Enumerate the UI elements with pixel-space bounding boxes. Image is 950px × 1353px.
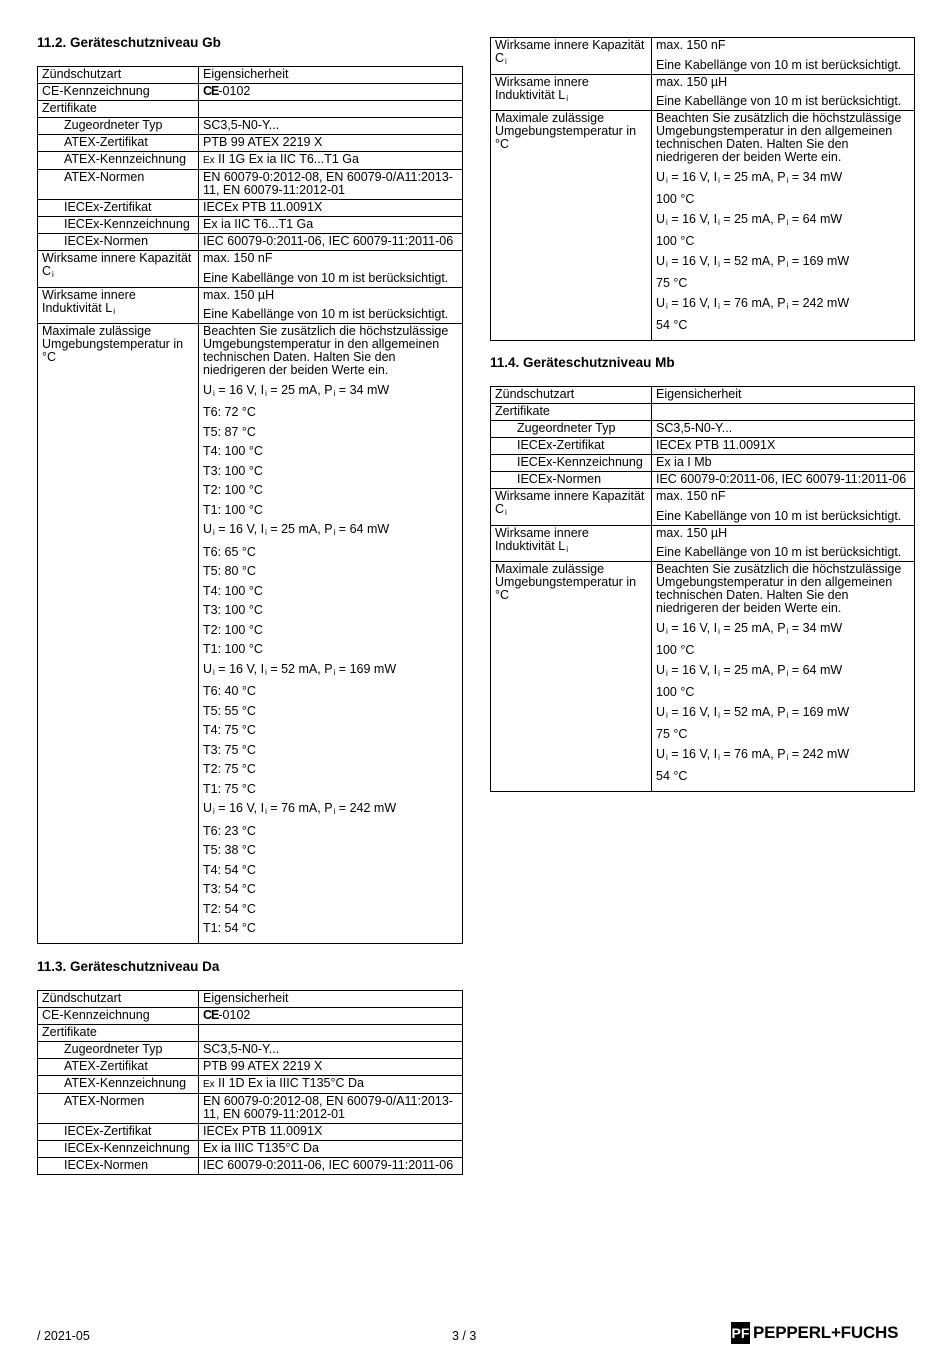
- temperature-value: T3: 54 °C: [203, 882, 256, 896]
- symbol: P: [324, 382, 333, 397]
- row-value: PTB 99 ATEX 2219 X: [199, 1059, 463, 1076]
- row-label: Zugeordneter Typ: [38, 118, 199, 135]
- table-row: [38, 200, 463, 217]
- footer-page-number: 3 / 3: [452, 1329, 477, 1343]
- row-label: Wirksame innere Induktivität Li: [491, 525, 652, 562]
- table-row: [38, 1076, 463, 1094]
- table-row: [491, 387, 915, 404]
- temperature-value: T1: 75 °C: [203, 781, 256, 796]
- temperature-value: 75 °C: [656, 727, 688, 741]
- power-value: 169 mW: [802, 704, 850, 719]
- symbol: P: [324, 661, 333, 676]
- power-condition: Ui = 16 V, Ii = 52 mA, Pi = 169 mW: [656, 704, 850, 720]
- power-value: 52 mA: [734, 253, 771, 268]
- row-value: PTB 99 ATEX 2219 X: [199, 135, 463, 152]
- row-label: ATEX-Normen: [38, 1094, 199, 1124]
- table-row: [491, 525, 915, 562]
- symbol: P: [777, 662, 786, 677]
- table-row: [38, 84, 463, 101]
- symbol: P: [777, 746, 786, 761]
- power-value: 16 V: [229, 801, 254, 815]
- row-label: IECEx-Normen: [491, 472, 652, 489]
- symbol: I: [713, 746, 718, 761]
- symbol: U: [203, 801, 213, 815]
- row-label: IECEx-Zertifikat: [491, 438, 652, 455]
- row-value: Eigensicherheit: [199, 67, 463, 84]
- right-column: [490, 37, 915, 792]
- row-label: IECEx-Kennzeichnung: [38, 1141, 199, 1158]
- symbol: I: [713, 620, 718, 635]
- temp-cell: [652, 562, 915, 792]
- temp-cell: [652, 111, 915, 341]
- power-value: 16 V: [682, 704, 707, 719]
- row-value: max. 150 µH Eine Kabellänge von 10 m ist berücksichtigt.: [652, 74, 915, 111]
- temperature-value: 54 °C: [656, 769, 688, 783]
- symbol: I: [713, 295, 718, 310]
- power-value: 52 mA: [734, 704, 771, 719]
- symbol: I: [713, 169, 718, 184]
- table-row: [491, 438, 915, 455]
- temperature-value: T6: 40 °C: [203, 684, 256, 698]
- power-value: 34 mW: [349, 382, 390, 397]
- row-label: IECEx-Kennzeichnung: [491, 455, 652, 472]
- row-value: max. 150 µH Eine Kabellänge von 10 m ist berücksichtigt.: [199, 287, 463, 324]
- row-label: Zugeordneter Typ: [38, 1042, 199, 1059]
- row-value: EN 60079-0:2012-08, EN 60079-0/A11:2013-11, EN 60079-11:2012-01: [199, 170, 463, 200]
- temperature-value: 54 °C: [656, 318, 688, 332]
- temperature-value: T4: 54 °C: [203, 862, 256, 877]
- temperature-value: T5: 38 °C: [203, 843, 256, 857]
- symbol: P: [777, 253, 786, 268]
- power-value: 76 mA: [281, 801, 318, 815]
- logo-wordmark: PEPPERL+FUCHS: [753, 1323, 899, 1342]
- row-label: ATEX-Normen: [38, 170, 199, 200]
- symbol: I: [260, 661, 265, 676]
- temperature-value: T2: 75 °C: [203, 762, 256, 776]
- power-value: 16 V: [682, 746, 707, 761]
- power-value: 16 V: [682, 295, 707, 310]
- table-row: [38, 234, 463, 251]
- row-label: Zertifikate: [491, 404, 652, 421]
- row-value: IEC 60079-0:2011-06, IEC 60079-11:2011-06: [199, 1158, 463, 1175]
- temperature-value: T2: 100 °C: [203, 622, 263, 637]
- power-value: 25 mA: [734, 211, 771, 226]
- table-row: [38, 1025, 463, 1042]
- row-label: ATEX-Zertifikat: [38, 135, 199, 152]
- temp-cell: [199, 324, 463, 944]
- power-value: 52 mA: [281, 661, 318, 676]
- temperature-value: T1: 100 °C: [203, 502, 263, 517]
- row-label: Wirksame innere Induktivität Li: [38, 287, 199, 324]
- symbol: U: [203, 522, 213, 536]
- temperature-value: T2: 100 °C: [203, 483, 263, 497]
- power-value: 16 V: [682, 662, 707, 677]
- table-row: [38, 324, 463, 944]
- row-value: Eigensicherheit: [652, 387, 915, 404]
- temperature-value: 100 °C: [656, 643, 695, 657]
- table-row: [491, 562, 915, 792]
- symbol: U: [656, 295, 666, 310]
- temperature-value: T3: 75 °C: [203, 742, 256, 757]
- power-value: 242 mW: [349, 801, 397, 815]
- table-row: [491, 111, 915, 341]
- row-value: Eigensicherheit: [199, 991, 463, 1008]
- temperature-value: T6: 23 °C: [203, 823, 256, 838]
- symbol: I: [260, 801, 265, 815]
- symbol: U: [656, 211, 666, 226]
- table-row: [38, 1008, 463, 1025]
- row-value: Ex II 1G Ex ia IIC T6...T1 Ga: [199, 152, 463, 170]
- row-label: Zertifikate: [38, 1025, 199, 1042]
- temperature-value: T3: 100 °C: [203, 603, 263, 617]
- row-value: max. 150 µH Eine Kabellänge von 10 m ist berücksichtigt.: [652, 525, 915, 562]
- table-row: [491, 455, 915, 472]
- temperature-value: T4: 75 °C: [203, 723, 256, 737]
- temperature-value: 100 °C: [656, 234, 695, 248]
- left-column: [37, 34, 463, 1175]
- symbol: P: [777, 169, 786, 184]
- power-value: 34 mW: [802, 169, 843, 184]
- power-value: 16 V: [229, 661, 254, 676]
- power-condition: Ui = 16 V, Ii = 25 mA, Pi = 34 mW: [656, 620, 843, 636]
- table-row: [38, 118, 463, 135]
- table-row: [491, 472, 915, 489]
- temp-intro: Beachten Sie zusätzlich die höchstzulässige Umgebungstemperatur in den allgemeinen technischen Daten. Halten Sie den niedrigeren der beiden Werte ein.: [656, 111, 902, 164]
- table-row: [491, 404, 915, 421]
- power-condition: Ui = 16 V, Ii = 25 mA, Pi = 34 mW: [656, 169, 843, 185]
- table-row: [491, 489, 915, 526]
- row-label: IECEx-Normen: [38, 1158, 199, 1175]
- symbol: U: [203, 661, 213, 676]
- temperature-value: 100 °C: [656, 192, 695, 206]
- power-value: 16 V: [682, 169, 707, 184]
- row-value: SC3,5-N0-Y...: [652, 421, 915, 438]
- row-value: IECEx PTB 11.0091X: [199, 200, 463, 217]
- symbol: P: [324, 522, 333, 536]
- row-value: IEC 60079-0:2011-06, IEC 60079-11:2011-06: [199, 234, 463, 251]
- row-label: Zündschutzart: [38, 991, 199, 1008]
- power-value: 64 mW: [349, 522, 390, 536]
- row-value: IECEx PTB 11.0091X: [652, 438, 915, 455]
- power-value: 169 mW: [802, 253, 850, 268]
- row-label: ATEX-Zertifikat: [38, 1059, 199, 1076]
- symbol: P: [324, 801, 333, 815]
- row-value: Ex ia IIC T6...T1 Ga: [199, 217, 463, 234]
- table-da: [37, 990, 463, 1175]
- footer-date: / 2021-05: [37, 1329, 90, 1343]
- table-row: [38, 251, 463, 288]
- temperature-value: T5: 80 °C: [203, 564, 256, 578]
- power-value: 76 mA: [734, 746, 771, 761]
- row-label: Wirksame innere Kapazität Ci: [491, 489, 652, 526]
- power-value: 242 mW: [802, 295, 850, 310]
- power-value: 242 mW: [802, 746, 850, 761]
- power-value: 76 mA: [734, 295, 771, 310]
- temperature-value: T4: 100 °C: [203, 444, 263, 458]
- power-value: 25 mA: [734, 169, 771, 184]
- power-condition: Ui = 16 V, Ii = 25 mA, Pi = 64 mW: [656, 662, 843, 678]
- power-condition: Ui = 16 V, Ii = 25 mA, Pi = 64 mW: [203, 522, 390, 537]
- row-label: IECEx-Zertifikat: [38, 200, 199, 217]
- temp-intro: Beachten Sie zusätzlich die höchstzulässige Umgebungstemperatur in den allgemeinen technischen Daten. Halten Sie den niedrigeren der beiden Werte ein.: [203, 324, 449, 377]
- temperature-value: 75 °C: [656, 276, 688, 290]
- row-label: CE-Kennzeichnung: [38, 1008, 199, 1025]
- row-value: IEC 60079-0:2011-06, IEC 60079-11:2011-06: [652, 472, 915, 489]
- symbol: I: [260, 382, 265, 397]
- row-label: Zündschutzart: [491, 387, 652, 404]
- symbol: U: [656, 169, 666, 184]
- symbol: U: [656, 704, 666, 719]
- table-row: [38, 170, 463, 200]
- row-label: ATEX-Kennzeichnung: [38, 152, 199, 170]
- power-condition: Ui = 16 V, Ii = 25 mA, Pi = 34 mW: [203, 382, 390, 398]
- row-label: ATEX-Kennzeichnung: [38, 1076, 199, 1094]
- symbol: U: [656, 253, 666, 268]
- table-row: [38, 152, 463, 170]
- row-value: Ex II 1D Ex ia IIIC T135°C Da: [199, 1076, 463, 1094]
- row-label: Zugeordneter Typ: [491, 421, 652, 438]
- power-value: 16 V: [682, 620, 707, 635]
- row-label: Maximale zulässige Umgebungstemperatur in °C: [491, 562, 652, 792]
- power-value: 16 V: [229, 382, 254, 397]
- row-value: IECEx PTB 11.0091X: [199, 1124, 463, 1141]
- table-row: [38, 135, 463, 152]
- ex-hexagon-icon: Ex: [203, 155, 215, 166]
- temperature-value: T6: 65 °C: [203, 544, 256, 559]
- temperature-value: T3: 100 °C: [203, 463, 263, 478]
- power-value: 25 mA: [281, 382, 318, 397]
- temperature-value: T5: 55 °C: [203, 703, 256, 718]
- table-row: [491, 74, 915, 111]
- section-title-mb: 11.4. Geräteschutzniveau Mb: [490, 355, 675, 370]
- row-value: Ex ia I Mb: [652, 455, 915, 472]
- power-condition: Ui = 16 V, Ii = 76 mA, Pi = 242 mW: [203, 801, 397, 816]
- row-label: IECEx-Normen: [38, 234, 199, 251]
- symbol: U: [656, 662, 666, 677]
- power-condition: Ui = 16 V, Ii = 76 mA, Pi = 242 mW: [656, 746, 850, 762]
- symbol: I: [260, 522, 265, 536]
- power-value: 169 mW: [349, 661, 397, 676]
- power-value: 16 V: [682, 253, 707, 268]
- symbol: U: [656, 620, 666, 635]
- row-label: Maximale zulässige Umgebungstemperatur in °C: [491, 111, 652, 341]
- power-value: 34 mW: [802, 620, 843, 635]
- row-label: Zertifikate: [38, 101, 199, 118]
- temperature-value: T5: 87 °C: [203, 424, 256, 439]
- symbol: I: [713, 704, 718, 719]
- table-row: [38, 1042, 463, 1059]
- table-row: [38, 287, 463, 324]
- symbol: I: [713, 662, 718, 677]
- symbol: P: [777, 211, 786, 226]
- power-condition: Ui = 16 V, Ii = 52 mA, Pi = 169 mW: [656, 253, 850, 269]
- ce-mark-icon: CE: [203, 84, 219, 98]
- table-row: [38, 1094, 463, 1124]
- row-label: Maximale zulässige Umgebungstemperatur in °C: [38, 324, 199, 944]
- row-label: Wirksame innere Kapazität Ci: [491, 38, 652, 75]
- section-title-da: 11.3. Geräteschutzniveau Da: [37, 959, 220, 974]
- row-value: max. 150 nF Eine Kabellänge von 10 m ist berücksichtigt.: [199, 251, 463, 288]
- power-value: 25 mA: [734, 620, 771, 635]
- row-label: Wirksame innere Kapazität Ci: [38, 251, 199, 288]
- table-mb: [490, 386, 915, 792]
- row-label: Wirksame innere Induktivität Li: [491, 74, 652, 111]
- row-value: max. 150 nF Eine Kabellänge von 10 m ist berücksichtigt.: [652, 38, 915, 75]
- symbol: I: [713, 211, 718, 226]
- power-condition: Ui = 16 V, Ii = 25 mA, Pi = 64 mW: [656, 211, 843, 227]
- row-label: IECEx-Kennzeichnung: [38, 217, 199, 234]
- logo-mark-icon: PF: [731, 1322, 750, 1344]
- row-value: CE-0102: [199, 84, 463, 101]
- row-value: max. 150 nF Eine Kabellänge von 10 m ist berücksichtigt.: [652, 489, 915, 526]
- table-row: [38, 1124, 463, 1141]
- temperature-value: T1: 54 °C: [203, 921, 256, 935]
- row-value: SC3,5-N0-Y...: [199, 1042, 463, 1059]
- table-row: [38, 217, 463, 234]
- symbol: P: [777, 620, 786, 635]
- power-value: 64 mW: [802, 211, 843, 226]
- table-row: [38, 991, 463, 1008]
- ex-hexagon-icon: Ex: [203, 1079, 215, 1090]
- section-title-gb: 11.2. Geräteschutzniveau Gb: [37, 35, 221, 50]
- table-row: [38, 1141, 463, 1158]
- temperature-value: T1: 100 °C: [203, 642, 263, 656]
- symbol: U: [656, 746, 666, 761]
- ce-mark-icon: CE: [203, 1008, 219, 1022]
- row-value: SC3,5-N0-Y...: [199, 118, 463, 135]
- symbol: P: [777, 704, 786, 719]
- power-value: 16 V: [229, 522, 254, 536]
- power-value: 64 mW: [802, 662, 843, 677]
- temperature-value: T4: 100 °C: [203, 583, 263, 598]
- power-value: 25 mA: [281, 522, 318, 536]
- temperature-value: T6: 72 °C: [203, 405, 256, 419]
- table-row: [491, 421, 915, 438]
- table-row: [38, 1158, 463, 1175]
- power-value: 25 mA: [734, 662, 771, 677]
- row-label: Zündschutzart: [38, 67, 199, 84]
- row-value: Ex ia IIIC T135°C Da: [199, 1141, 463, 1158]
- row-value: CE-0102: [199, 1008, 463, 1025]
- table-row: [38, 1059, 463, 1076]
- table-row: [38, 67, 463, 84]
- power-condition: Ui = 16 V, Ii = 52 mA, Pi = 169 mW: [203, 661, 397, 677]
- symbol: I: [713, 253, 718, 268]
- temperature-value: T2: 54 °C: [203, 901, 256, 916]
- power-condition: Ui = 16 V, Ii = 76 mA, Pi = 242 mW: [656, 295, 850, 311]
- row-label: IECEx-Zertifikat: [38, 1124, 199, 1141]
- table-gb: [37, 66, 463, 944]
- row-value: EN 60079-0:2012-08, EN 60079-0/A11:2013-11, EN 60079-11:2012-01: [199, 1094, 463, 1124]
- table-row: [38, 101, 463, 118]
- row-label: CE-Kennzeichnung: [38, 84, 199, 101]
- table-row: [491, 38, 915, 75]
- table-da-continued: [490, 37, 915, 341]
- power-value: 16 V: [682, 211, 707, 226]
- symbol: P: [777, 295, 786, 310]
- pepperl-fuchs-logo: [731, 1322, 898, 1344]
- temp-intro: Beachten Sie zusätzlich die höchstzulässige Umgebungstemperatur in den allgemeinen technischen Daten. Halten Sie den niedrigeren der beiden Werte ein.: [656, 562, 902, 615]
- temperature-value: 100 °C: [656, 685, 695, 699]
- symbol: U: [203, 382, 213, 397]
